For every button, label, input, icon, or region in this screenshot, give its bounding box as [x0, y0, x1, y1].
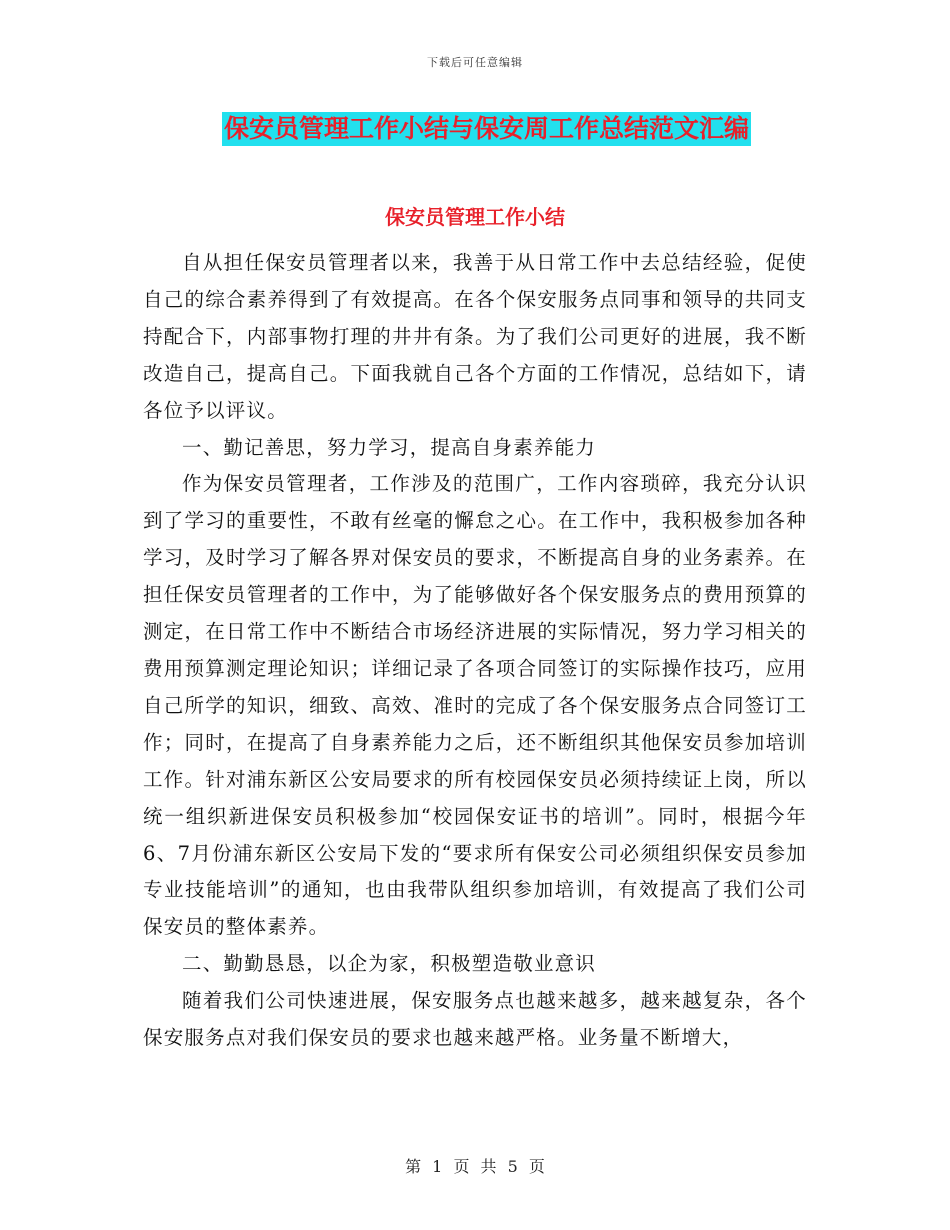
section-title: 保安员管理工作小结 — [385, 205, 565, 229]
page-number-footer: 第 1 页 共 5 页 — [405, 1157, 545, 1176]
document-body — [143, 245, 807, 1057]
paragraph-dedication: 随着我们公司快速进展，保安服务点也越来越多，越来越复杂，各个保安服务点对我们保安员的要求也越来越严格。业务量不断增大， — [143, 989, 807, 1050]
heading-two: 二、勤勤恳恳，以企为家，积极塑造敬业意识 — [182, 952, 597, 976]
paragraph-study: 作为保安员管理者，工作涉及的范围广，工作内容琐碎，我充分认识到了学习的重要性，不敢有丝毫的懈怠之心。在工作中，我积极参加各种学习，及时学习了解各界对保安员的要求，不断提高自身的业务素养。在担任保安员管理者的工作中，为了能够做好各个保安服务点的费用预算的测定，在日常工作中不断结合市场经济进展的实际情况，努力学习相关的费用预算测定理论知识；详细记录了各项合同签订的实际操作技巧，应用自己所学的知识，细致、高效、准时的完成了各个保安服务点合同签订工作；同时，在提高了自身素养能力之后，还不断组织其他保安员参加培训工作。针对浦东新区公安局要求的所有校园保安员必须持续证上岗，所以统一组织新进保安员积极参加“校园保安证书的培训”。同时，根据今年6、7月份浦东新区公安局下发的“要求所有保安公司必须组织保安员参加专业技能培训”的通知，也由我带队组织参加培训，有效提高了我们公司保安员的整体素养。 — [143, 472, 807, 939]
heading-one: 一、勤记善思，努力学习，提高自身素养能力 — [182, 435, 597, 459]
paragraph-intro: 自从担任保安员管理者以来，我善于从日常工作中去总结经验，促使自己的综合素养得到了有效提高。在各个保安服务点同事和领导的共同支持配合下，内部事物打理的井井有条。为了我们公司更好的进展，我不断改造自己，提高自己。下面我就自己各个方面的工作情况，总结如下，请各位予以评议。 — [143, 251, 807, 422]
header-note: 下载后可任意编辑 — [427, 56, 523, 69]
document-title: 保安员管理工作小结与保安周工作总结范文汇编 — [222, 112, 751, 146]
